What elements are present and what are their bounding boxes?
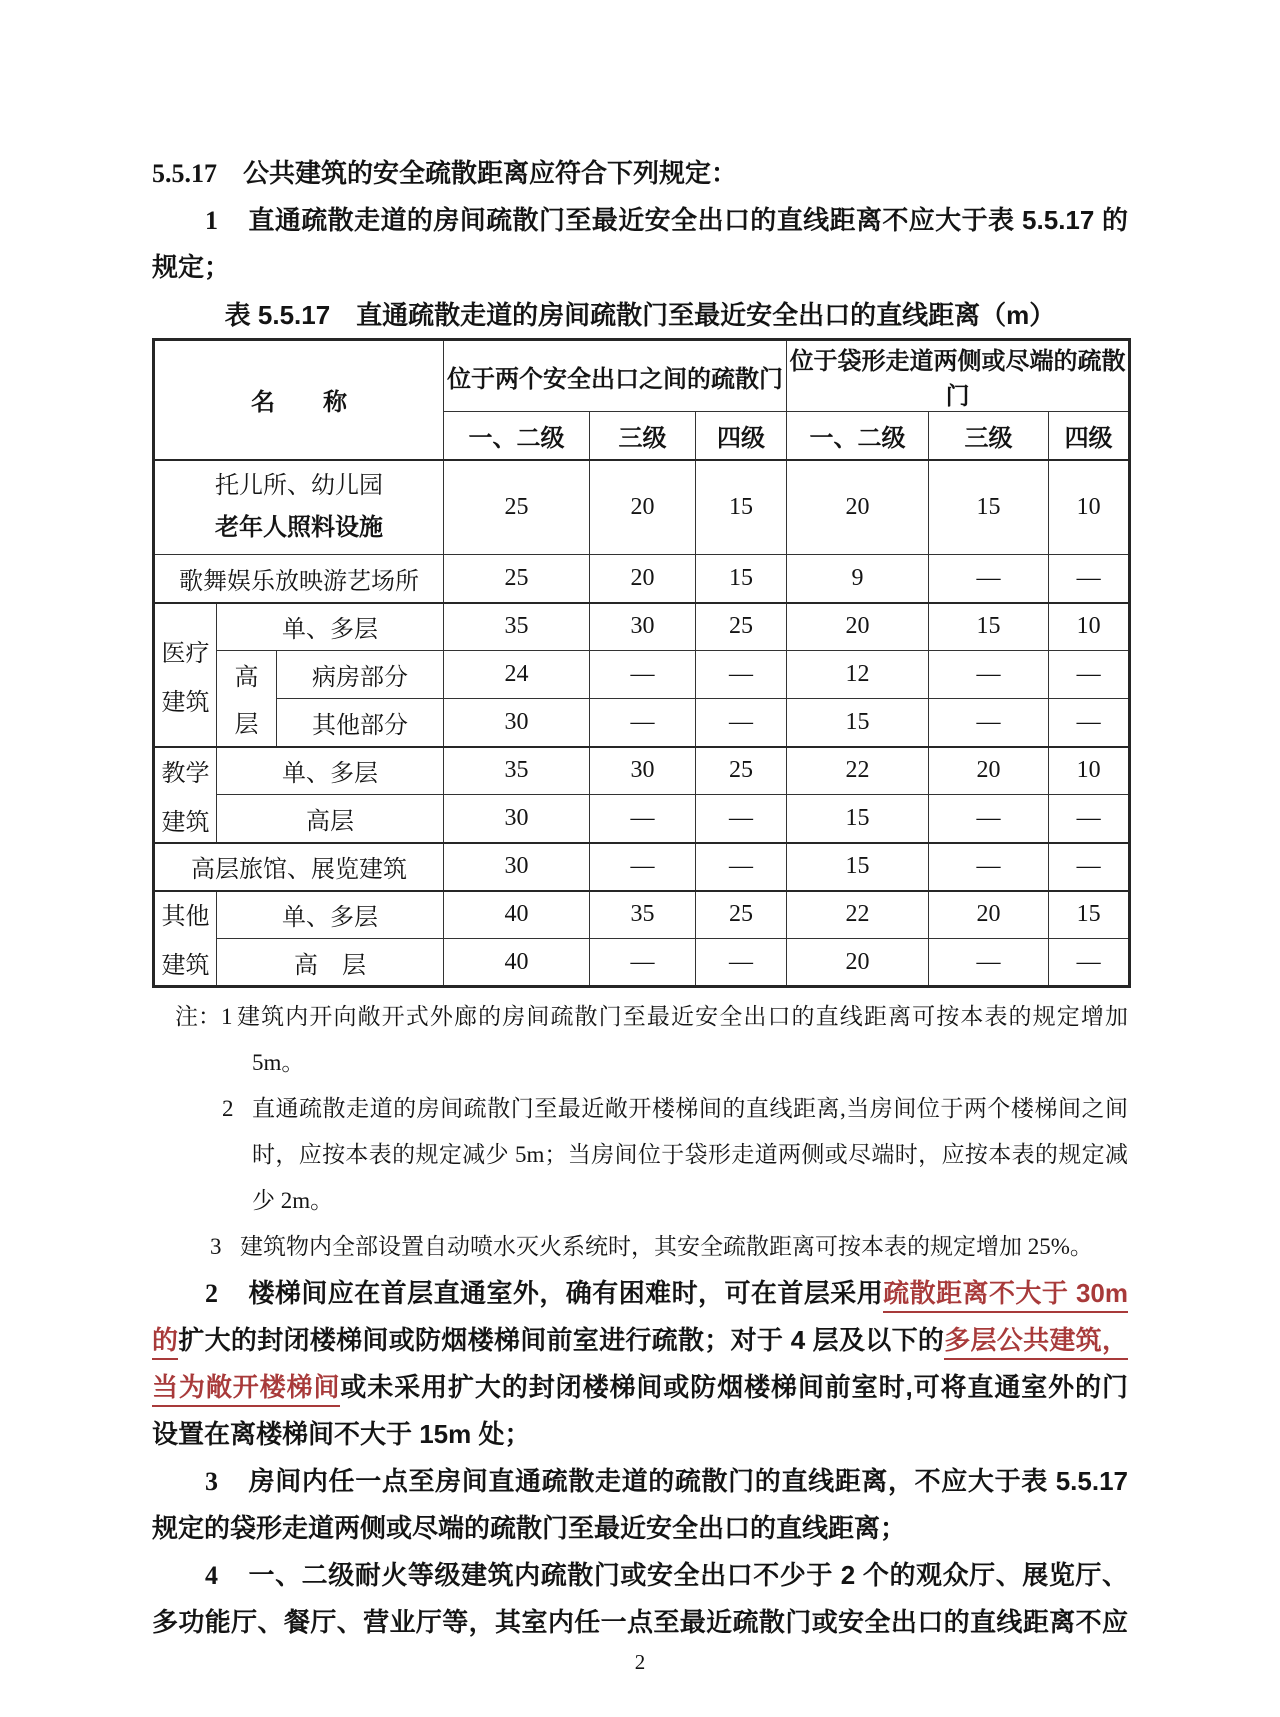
group-label-medical [154,603,217,747]
table-cell: 15 [787,843,929,891]
group-label-line1: 教学 [161,760,210,787]
row-label: 高层 [217,795,444,843]
table-cell: — [696,699,787,747]
table-cell: 10 [1049,603,1130,651]
header-group2: 位于袋形走道两侧或尽端的疏散门 [787,340,1130,412]
table-cell: 25 [444,555,590,603]
item2-number: 2 [205,1279,218,1308]
row-label: 歌舞娱乐放映游艺场所 [154,555,444,603]
table-cell: 25 [696,891,787,939]
item1-line1 [152,197,1128,244]
item3-text-cont: 规定的袋形走道两侧或尽端的疏散门至最近安全出口的直线距离； [152,1513,907,1543]
page-number: 2 [634,1650,646,1674]
table-cell: 40 [444,939,590,987]
table-row-hotel [154,843,1130,891]
header-grade: 一、二级 [787,412,929,460]
table-cell: 35 [444,603,590,651]
table-cell: 15 [696,460,787,555]
table-cell: 35 [590,891,696,939]
table-cell: — [929,699,1049,747]
table-cell: 10 [1049,747,1130,795]
item2-line4 [152,1411,1128,1458]
group-label-line2: 建筑 [161,953,210,980]
note-1-text: 建筑内开向敞开式外廊的房间疏散门至最近安全出口的直线距离可按本表的规定增加 [237,1004,1128,1029]
item4-text-cont: 多功能厅、餐厅、营业厅等，其室内任一点至最近疏散门或安全出口的直线距离不应 [152,1607,1128,1637]
table-cell: — [1049,939,1130,987]
table-cell: 15 [1049,891,1130,939]
table-cell: — [929,651,1049,699]
table-cell: — [590,699,696,747]
item2-line3 [152,1364,1128,1411]
table-cell: — [696,795,787,843]
table-cell: 25 [696,603,787,651]
table-cell: — [696,843,787,891]
group-label-other [154,891,217,987]
table-cell: — [590,795,696,843]
table-cell: 20 [590,555,696,603]
table-cell: — [590,843,696,891]
table-cell: 20 [787,603,929,651]
group-label-line2: 建筑 [161,689,210,716]
table-cell: — [1049,795,1130,843]
table-cell: 22 [787,891,929,939]
table-cell: 10 [1049,460,1130,555]
header-name: 名 称 [154,340,444,460]
note-2-line2 [252,1132,1128,1178]
item2-amendment-text: 的 [152,1325,178,1360]
group-label-line2: 建筑 [161,809,210,836]
item4-text: 一、二级耐火等级建筑内疏散门或安全出口不少于 2 个的观众厅、展览厅、 [248,1560,1128,1590]
table-row-teaching-single [154,747,1130,795]
table-cell: 20 [929,747,1049,795]
table-cell: 15 [929,460,1049,555]
table-row-nursery [154,460,1130,555]
table-cell: — [696,939,787,987]
note-3-text: 建筑物内全部设置自动喷水灭火系统时，其安全疏散距离可按本表的规定增加 25%。 [240,1234,1093,1259]
table-cell: 20 [787,460,929,555]
group-label-line1: 医疗 [161,640,210,667]
note-2-text-cont: 时，应按本表的规定减少 5m；当房间位于袋形走道两侧或尽端时，应按本表的规定减 [252,1142,1128,1167]
table-notes [152,994,1128,1270]
table-cell: 15 [787,795,929,843]
table-cell: — [929,843,1049,891]
item2-amendment-text: 疏散距离不大于 30m [883,1278,1128,1313]
table-row-medical-ward [154,651,1130,699]
group-label-line1: 其他 [161,904,210,931]
table-cell: 35 [444,747,590,795]
table-cell: 9 [787,555,929,603]
note-2-text: 直通疏散走道的房间疏散门至最近敞开楼梯间的直线距离,当房间位于两个楼梯间之间 [252,1096,1128,1121]
table-cell: 30 [444,795,590,843]
table-cell: 30 [444,699,590,747]
item3-text: 房间内任一点至房间直通疏散走道的疏散门的直线距离，不应大于表 5.5.17 [248,1466,1128,1496]
header-grade: 四级 [1049,412,1130,460]
row-label: 其他部分 [277,699,444,747]
table-cell: — [1049,699,1130,747]
table-cell: — [1049,651,1130,699]
header-row-groups [154,340,1130,412]
table-cell: 25 [444,460,590,555]
item1-text: 直通疏散走道的房间疏散门至最近安全出口的直线距离不应大于表 5.5.17 的 [248,205,1128,235]
row-label: 单、多层 [217,603,444,651]
table-cell: — [590,939,696,987]
clause-number: 5.5.17 [152,159,217,188]
row-label: 高 层 [217,939,444,987]
table-row-other-single [154,891,1130,939]
item2-line1 [152,1270,1128,1317]
row-label [154,460,444,555]
item1-line2 [152,244,1128,291]
note-1-line2: 5m。 [252,1050,305,1075]
note-3-label: 3 [210,1234,222,1259]
clause-heading [152,150,1128,197]
table-cell: 30 [590,747,696,795]
table-row-medical-single [154,603,1130,651]
group-label-line2: 层 [234,712,259,739]
table-cell: 20 [787,939,929,987]
table-cell: — [1049,843,1130,891]
table-cell: — [696,651,787,699]
table-row-teaching-high [154,795,1130,843]
table-cell: 30 [444,843,590,891]
row-label-line2: 老年人照料设施 [215,514,384,542]
table-cell: 24 [444,651,590,699]
group-label-teaching [154,747,217,843]
note-1-line1 [175,994,1128,1040]
header-grade: 三级 [590,412,696,460]
table-cell: 12 [787,651,929,699]
table-cell: 30 [590,603,696,651]
table-cell: — [590,651,696,699]
item4-line1 [152,1552,1128,1599]
note-1-label: 注：1 [175,1004,233,1029]
table-cell: 15 [696,555,787,603]
table-cell: 25 [696,747,787,795]
item1-text-cont: 规定； [152,252,231,282]
table-cell: 20 [929,891,1049,939]
table-cell: 22 [787,747,929,795]
item2-text: 或未采用扩大的封闭楼梯间或防烟楼梯间前室时,可将直通室外的门 [340,1372,1128,1402]
table-cell: 15 [929,603,1049,651]
row-label: 高层旅馆、展览建筑 [154,843,444,891]
item2-text: 扩大的封闭楼梯间或防烟楼梯间前室进行疏散；对于 4 层及以下的 [178,1325,945,1355]
item1-number: 1 [205,206,218,235]
table-cell: 15 [787,699,929,747]
table-title: 表 5.5.17 直通疏散走道的房间疏散门至最近安全出口的直线距离（m） [224,300,1056,330]
item2-line2 [152,1317,1128,1364]
item2-amendment-text: 当为敞开楼梯间 [152,1372,340,1407]
item2-amendment-text: 多层公共建筑， [944,1325,1128,1360]
group-label-line1: 高 [234,665,259,692]
table-cell: — [929,939,1049,987]
group-label-highrise [217,651,277,747]
table-cell: — [929,555,1049,603]
table-cell: — [929,795,1049,843]
row-label: 单、多层 [217,891,444,939]
table-row-medical-other [154,699,1130,747]
page-content [152,150,1128,1646]
item3-line1 [152,1458,1128,1505]
header-grade: 四级 [696,412,787,460]
table-cell: — [1049,555,1130,603]
header-grade: 一、二级 [444,412,590,460]
table-cell: 40 [444,891,590,939]
clause-intro-text: 公共建筑的安全疏散距离应符合下列规定： [243,158,738,188]
table-row-other-high [154,939,1130,987]
item3-number: 3 [205,1467,218,1496]
item2-text-cont: 设置在离楼梯间不大于 15m 处； [152,1419,531,1449]
note-2-line3: 少 2m。 [252,1188,334,1213]
row-label: 病房部分 [277,651,444,699]
evacuation-distance-table [152,338,1131,988]
table-row-entertainment [154,555,1130,603]
note-3-line [210,1224,1128,1270]
header-group1: 位于两个安全出口之间的疏散门 [444,340,787,412]
item2-text: 楼梯间应在首层直通室外，确有困难时，可在首层采用 [248,1278,884,1308]
item4-number: 4 [205,1561,218,1590]
row-label-line1: 托儿所、幼儿园 [215,473,384,500]
note-2-line1 [222,1086,1128,1132]
item3-line2 [152,1505,1128,1552]
header-grade: 三级 [929,412,1049,460]
table-cell: 20 [590,460,696,555]
note-2-label: 2 [222,1096,234,1121]
item4-line2 [152,1599,1128,1646]
row-label: 单、多层 [217,747,444,795]
